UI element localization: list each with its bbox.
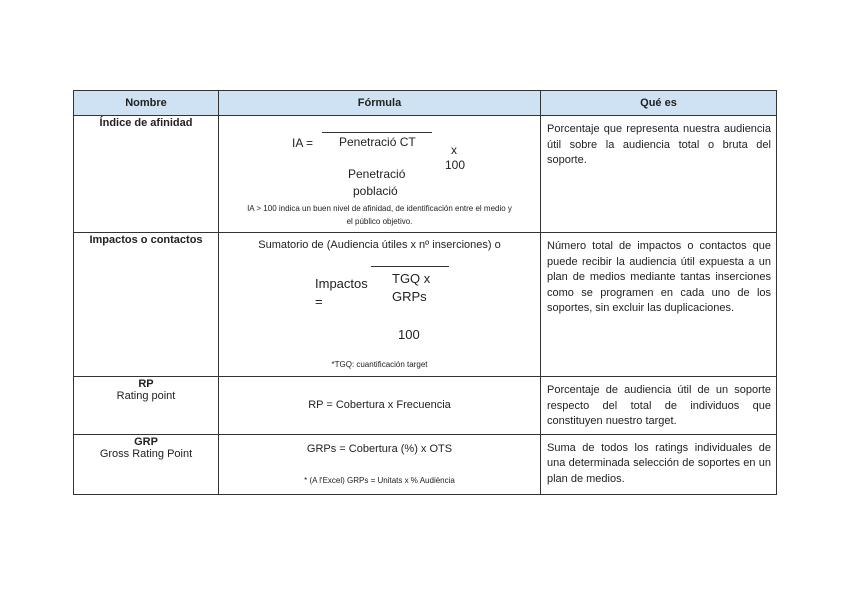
table-row [74,116,777,233]
table-row [74,233,777,377]
formula-cell [219,233,541,377]
table-header-row [74,91,777,116]
row-name: RP [138,378,154,390]
formula-numerator-1: TGQ x [392,271,431,286]
formula-denominator: 100 [398,327,420,342]
header-que-es: Qué es [541,91,777,116]
table-row [74,377,777,435]
row-name: Índice de afinidad [99,117,193,129]
formula-numerator: Penetració CT [339,135,416,149]
fraction-bar [322,132,432,133]
description-cell: Número total de impactos o contactos que puede recibir la audiencia útil expuesta a un plan de medios mediante tantas inserciones como se programen en cada uno de los soportes, sin excluir las duplicaciones. [541,233,777,377]
formula-line-1: Sumatorio de (Audiencia útiles x nº inserciones) o [258,239,501,251]
formula-hundred: 100 [445,158,466,172]
formula-note-1: IA > 100 indica un buen nivel de afinidad, de identificación entre el medio y [247,204,512,213]
media-metrics-table [73,90,777,495]
formula-lhs: IA = [292,136,314,150]
formula-lhs-2: = [315,294,323,309]
row-name: Impactos o contactos [89,234,203,246]
formula-lhs-1: Impactos [315,276,368,291]
row-subname: Rating point [116,390,176,402]
description-cell: Suma de todos los ratings individuales de una determinada selección de soportes en un plan de medios. [541,434,777,494]
formula-cell [219,377,541,435]
header-nombre: Nombre [74,91,219,116]
row-name: GRP [134,435,158,448]
row-name-cell [74,377,219,435]
formula-note: *TGQ: cuantificación target [331,360,428,369]
row-name-cell [74,233,219,377]
formula-note-2: el público objetivo. [346,217,413,226]
formula-times: x [451,143,457,157]
formula-numerator-2: GRPs [392,289,427,304]
formula-denominator-2: població [353,184,398,198]
header-formula: Fórmula [219,91,541,116]
formula-text: RP = Cobertura x Frecuencia [308,399,451,412]
table-row [74,434,777,494]
formula-text: GRPs = Cobertura (%) x OTS [306,442,453,455]
formula-cell [219,116,541,233]
description-cell: Porcentaje de audiencia útil de un soporte respecto del total de individuos que constituyen nuestro target. [541,377,777,435]
formula-cell [219,434,541,494]
row-name-cell [74,434,219,494]
formula-denominator-1: Penetració [348,167,406,181]
row-subname: Gross Rating Point [99,447,193,460]
row-name-cell [74,116,219,233]
description-cell: Porcentaje que representa nuestra audiencia útil sobre la audiencia total o bruta del soporte. [541,116,777,233]
formula-note: * (A l'Excel) GRPs = Unitats x % Audiència [304,475,455,485]
fraction-bar [371,266,449,267]
